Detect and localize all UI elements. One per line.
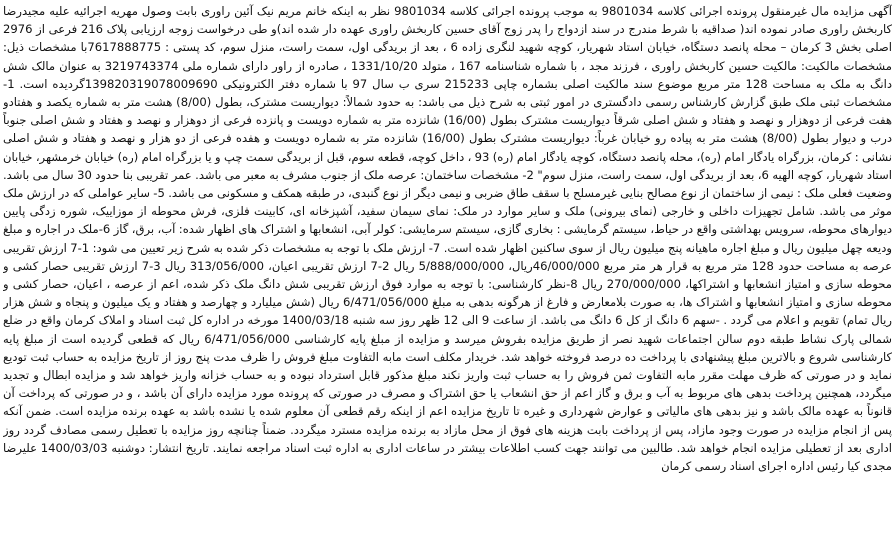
auction-notice-text: آگهی مزایده مال غیرمنقول پرونده اجرائی کلاسه 9801034 به موجب پرونده اجرائی کلاسه 9801034 نظر به اینکه خانم مریم نیک آئین راوری بابت وصول مهریه اجرائیه علیه مجیدرضا کاربخش راوری صادر نموده اند( صداقیه با شرط مندرج در سند ازدواج را پدر زوج آقای حسین کاربخش راوری عهده دار شده اند)و طی درخواست زوجه ارزیابی پلاک 216 فرعی از 2976 اصلی بخش 3 کرمان – محله پانصد دستگاه، خیابان استاد شهریار، کوچه شهید لنگری زاده 6 ، بعد از بریدگی اول، سمت راست، منزل سوم، کد پستی : 7617888775با مشخصات ذیل: مشخصات مالکیت: مالکیت حسین کاربخش راوری ، فرزند مجد ، با شماره شناسنامه 167 ، متولد 1331/10/20 ، صادره از راور دارای شماره ملی 3219743374 به عنوان مالک شش دانگ به ملک به مساحت 128 متر مربع موضوع سند مالکیت اصلی بشماره چاپی 215233 سری ب سال 97 با شماره دفتر الکترونیکی 139820319078009690گردیده است. 1- مشخصات ثبتی ملک طبق گزارش کارشناس رسمی دادگستری در امور ثبتی به شرح ذیل می باشد: به حدود شمالاً: دیواریست مشترک، بطول (8/00) هشت متر به شماره یکصد و هفتادو هفت فرعی از دوهزار و نهصد و هفتاد و شش اصلی شرقاً دیواریست مشترک بطول (16/00) شانزده متر به شماره دویست و پانزده فرعی از دوهزار و نهصد و هفتاد و شش اصلی جنوباً درب و دیوار بطول (8/00) هشت متر به پیاده رو خیابان غرباً: دیواریست مشترک بطول (16/00) شانزده متر به شماره دویست و هفده فرعی از دو هزار و نهصد و هفتاد و شش اصلی نشانی : کرمان، بزرگراه یادگار امام (ره)، محله پانصد دستگاه، کوچه یادگار امام (ره) 93 ، داخل کوچه، قطعه سوم، قبل از بریدگی سمت چپ و یا بزرگراه امام (ره) خیابان خرمشهر، خیابان استاد شهریار، کوچه الهیه 6، بعد از بریدگی اول، سمت راست، منزل سوم" 2- مشخصات ساختمان: عرصه ملک از جنوب مشرف به معبر می باشد. عمر تقریبی بنا حدود 30 سال می باشد. وضعیت فعلی ملک : نیمی از ساختمان از نوع مصالح بنایی غیرمسلح با سقف طاق ضربی و نیمی دیگر از نوع گنبدی، در طبقه همکف و مسکونی می باشد. 5- سایر عواملی که در ارزش ملک موثر می باشد. شامل تجهیزات داخلی و خارجی (نمای بیرونی) ملک و سایر موارد در ملک: نمای سیمان سفید، آشپزخانه ای، کابینت فلزی، فرش محوطه از موزاییک، شوره زدگی پایین دیوارهای محوطه، سرویس بهداشتی واقع در حیاط، سیستم گرمایشی : بخاری گازی، سیستم سرمایشی: کولر آبی، انشعابها و اشتراک های اظهار شده: آب، برق، گاز 6-ملک در اجاره و مبلغ ودیعه چهل میلیون ریال و مبلغ اجاره ماهیانه پنج میلیون ریال از سوی ساکنین اظهار شده است. 7- ارزش ملک با توجه به مشخصات ذکر شده به شرح زیر تعیین می شود: 1-7 ارزش تقریبی عرصه به مساحت حدود 128 متر مربع به قرار هر متر مربع 46/000/000ریال، 5/888/000/000 ریال 2-7 ارزش تقریبی اعیان، 313/056/000 ریال 3-7 ارزش تقریبی حصار کشی و محوطه سازی و امتیاز انشعابها و اشتراکها، 270/000/000 ریال 8-نظر کارشناسی: با توجه به موارد فوق ارزش تقریبی شش دانگ ملک ذکر شده، اعم از عرصه ، اعیان، حصار کشی و محوطه سازی و امتیاز انشعابها و اشتراک ها، به صورت بلامعارض و فارغ از هرگونه بدهی به مبلغ 6/471/056/000 ریال (شش میلیارد و چهارصد و هفتاد و یک میلیون و پنجاه و شش هزار ریال تمام) تقویم و اعلام می گردد . -سهم 6 دانگ از کل 6 دانگ می باشد. از ساعت 9 الی 12 ظهر روز سه شنبه 1400/03/18 مورخه در اداره کل ثبت اسناد و املاک کرمان واقع در ضلع شمالی پارک نشاط طبقه دوم سالن اجتماعات شهید نصر از طریق مزایده بفروش میرسد و مزایده از مبلغ پایه کارشناسی 6/471/056/000 ریال که قطعی گردیده است از مبلغ پایه کارشناسی شروع و بالاترین مبلغ پیشنهادی با پرداخت ده درصد فروخته خواهد شد. خریدار مکلف است مابه التفاوت مبلغ فروش را ظرف مدت پنج روز از تاریخ مزایده به حساب ثبت تودیع نماید و در صورتی که ظرف مهلت مقرر مابه التفاوت ثمن فروش را به حساب ثبت واریز نکند مبلغ مذکور قابل استرداد نبوده و به حساب خزانه واریز خواهد شد و مزایده ابطال و تجدید میگردد، همچنین پرداخت بدهی های مربوط به آب و برق و گاز اعم از حق انشعاب یا حق اشتراک و مصرف در صورتی که پرونده مورد مزایده دارای آن باشد ، و در صورتی که پرداخت آن قانوناً به عهده مالک باشد و نیز بدهی های مالیاتی و عوارض شهرداری و غیره تا تاریخ مزایده اعم از اینکه رقم قطعی آن معلوم شده یا نشده باشد به عهده برنده مزایده است. ضمن آنکه پس از انجام مزایده در صورت وجود مازاد، پس از پرداخت بابت هزینه های فوق از محل مازاد به برنده مزایده مسترد میگردد. ضمناً چنانچه روز مزایده با تعطیل رسمی مصادف گردد روز اداری بعد از تعطیلی مزایده انجام خواهد شد. طالبین می توانند جهت کسب اطلاعات بیشتر در ساعات اداری به اداره ثبت اسناد مراجعه نمایند. تاریخ انتشار: دوشنبه 1400/03/03 علیرضا مجدی کیا رئیس اداره اجرای اسناد رسمی کرمان (3, 4, 892, 474)
auction-notice-document (3, 2, 892, 549)
